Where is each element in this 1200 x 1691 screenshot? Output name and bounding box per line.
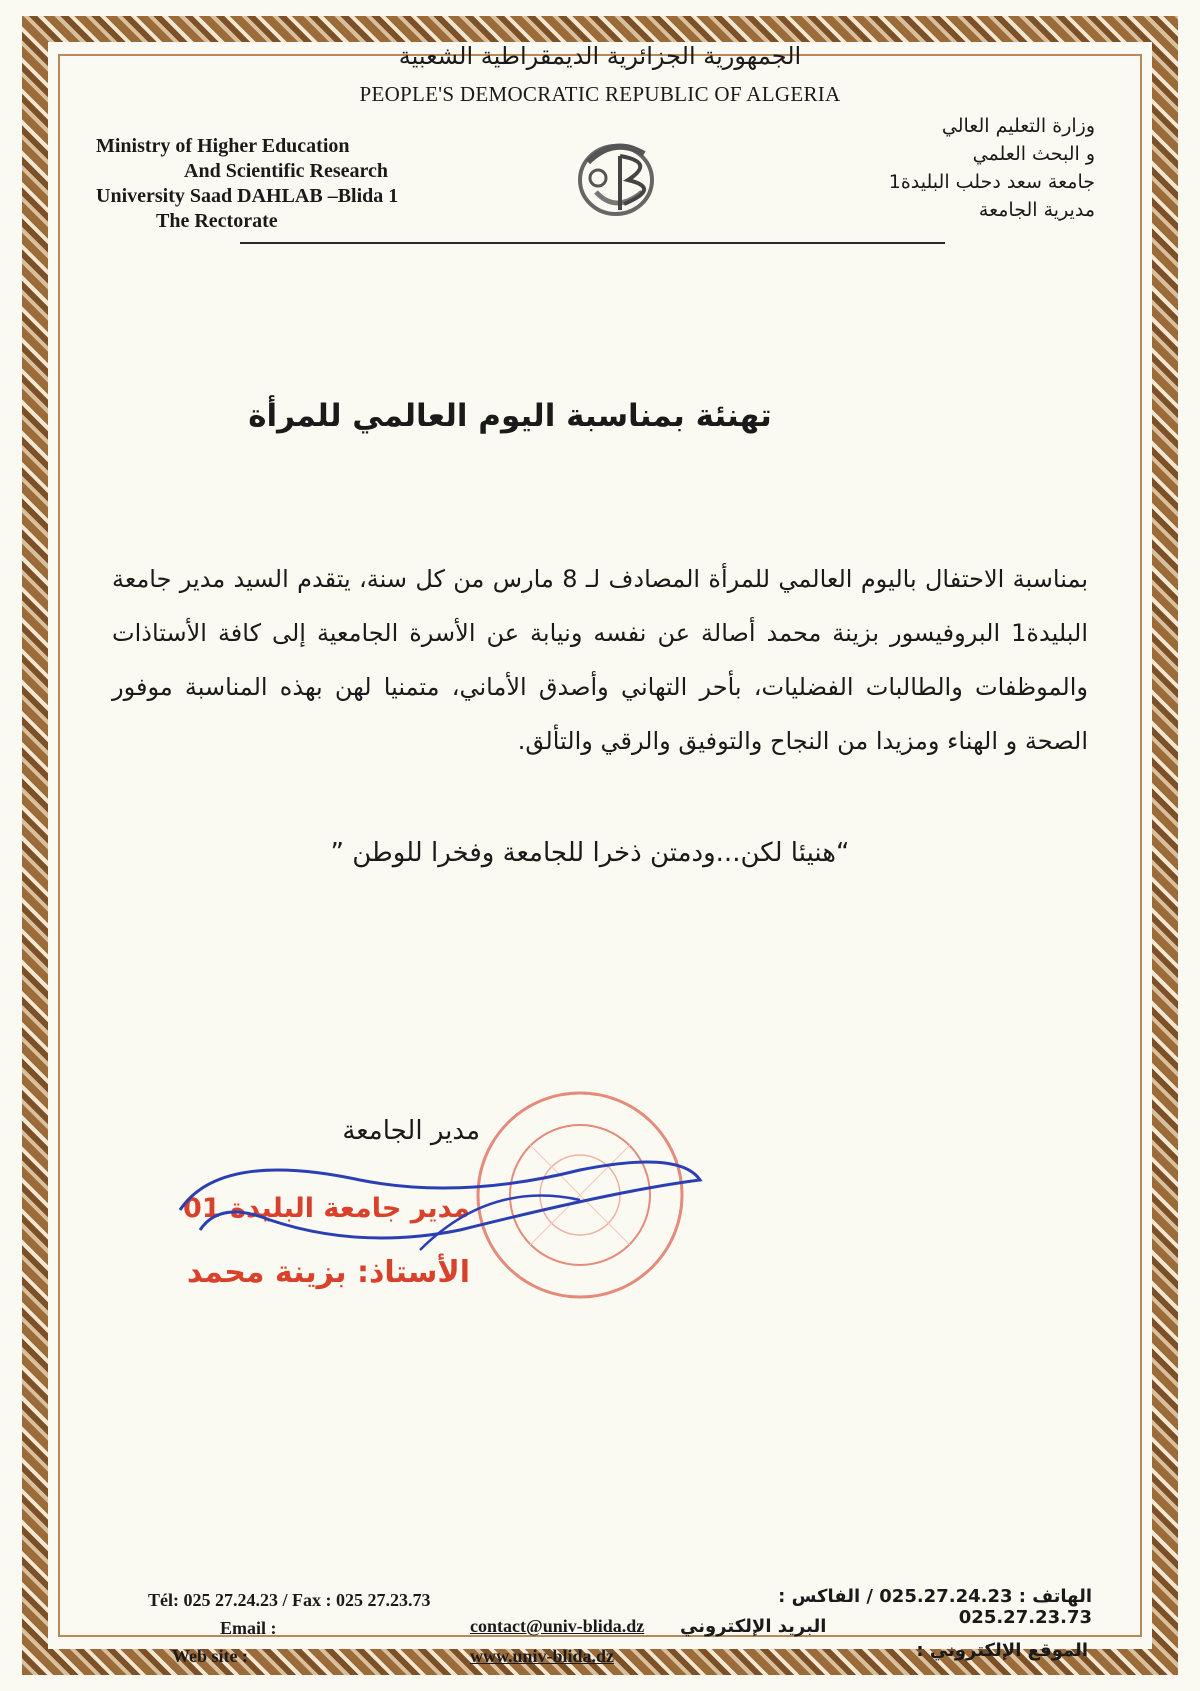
footer-website-label-en: Web site :: [172, 1646, 248, 1666]
footer-website-label-ar: الموقع الإلكتروني :: [916, 1640, 1088, 1661]
republic-title-arabic: الجمهورية الجزائرية الديمقراطية الشعبية: [398, 42, 802, 70]
footer-email-label-en: Email :: [220, 1618, 277, 1638]
rectorate-en: The Rectorate: [156, 210, 278, 232]
ministry-subtitle-en: And Scientific Research: [184, 160, 389, 182]
footer-phone-fax-ar: الهاتف : 025.27.24.23 / الفاكس : 025.27.23.73: [778, 1586, 1092, 1628]
signer-title: مدير الجامعة: [342, 1116, 480, 1146]
stamp-name-line: الأستاذ: بزينة محمد: [186, 1255, 470, 1290]
ministry-header-arabic: [795, 112, 1095, 224]
stamp-director-line: مدير جامعة البليدة 01: [183, 1193, 470, 1224]
university-name-ar: جامعة سعد دحلب البليدة1: [888, 171, 1095, 193]
ministry-subtitle-ar: و البحث العلمي: [972, 143, 1095, 165]
footer-email-label-ar: البريد الإلكتروني: [680, 1616, 827, 1637]
document-body: بمناسبة الاحتفال باليوم العالمي للمرأة المصادف لـ 8 مارس من كل سنة، يتقدم السيد مدير جامعة البليدة1 البروفيسور بزينة محمد أصالة عن نفسه ونيابة عن الأسرة الجامعية إلى كافة الأستاذات والموظفات والطالبات الفضليات، بأحر التهاني وأصدق الأماني، متمنيا لهن بهذه المناسبة موفور الصحة و الهناء ومزيدا من النجاح والتوفيق والرقي والتألق.: [112, 565, 1088, 755]
ministry-name-en: Ministry of Higher Education: [96, 135, 350, 157]
footer-phone-fax-en: Tél: 025 27.24.23 / Fax : 025 27.23.73: [148, 1590, 431, 1610]
document-title: تهنئة بمناسبة اليوم العالمي للمرأة: [248, 398, 772, 434]
rectorate-ar: مديرية الجامعة: [978, 199, 1095, 221]
handwritten-signature: [160, 1140, 720, 1280]
header-divider: [240, 242, 945, 244]
university-name-en: University Saad DAHLAB –Blida 1: [96, 185, 399, 207]
ministry-name-ar: وزارة التعليم العالي: [941, 115, 1095, 137]
university-logo-icon: [566, 132, 676, 222]
footer-website-link[interactable]: www.univ-blida.dz: [470, 1646, 615, 1666]
ministry-header-english: [96, 134, 456, 234]
republic-title-english: PEOPLE'S DEMOCRATIC REPUBLIC OF ALGERIA: [359, 82, 841, 106]
closing-quote: “هنيئا لكن...ودمتن ذخرا للجامعة وفخرا للوطن ”: [330, 838, 850, 868]
footer-email-link[interactable]: contact@univ-blida.dz: [470, 1616, 645, 1636]
